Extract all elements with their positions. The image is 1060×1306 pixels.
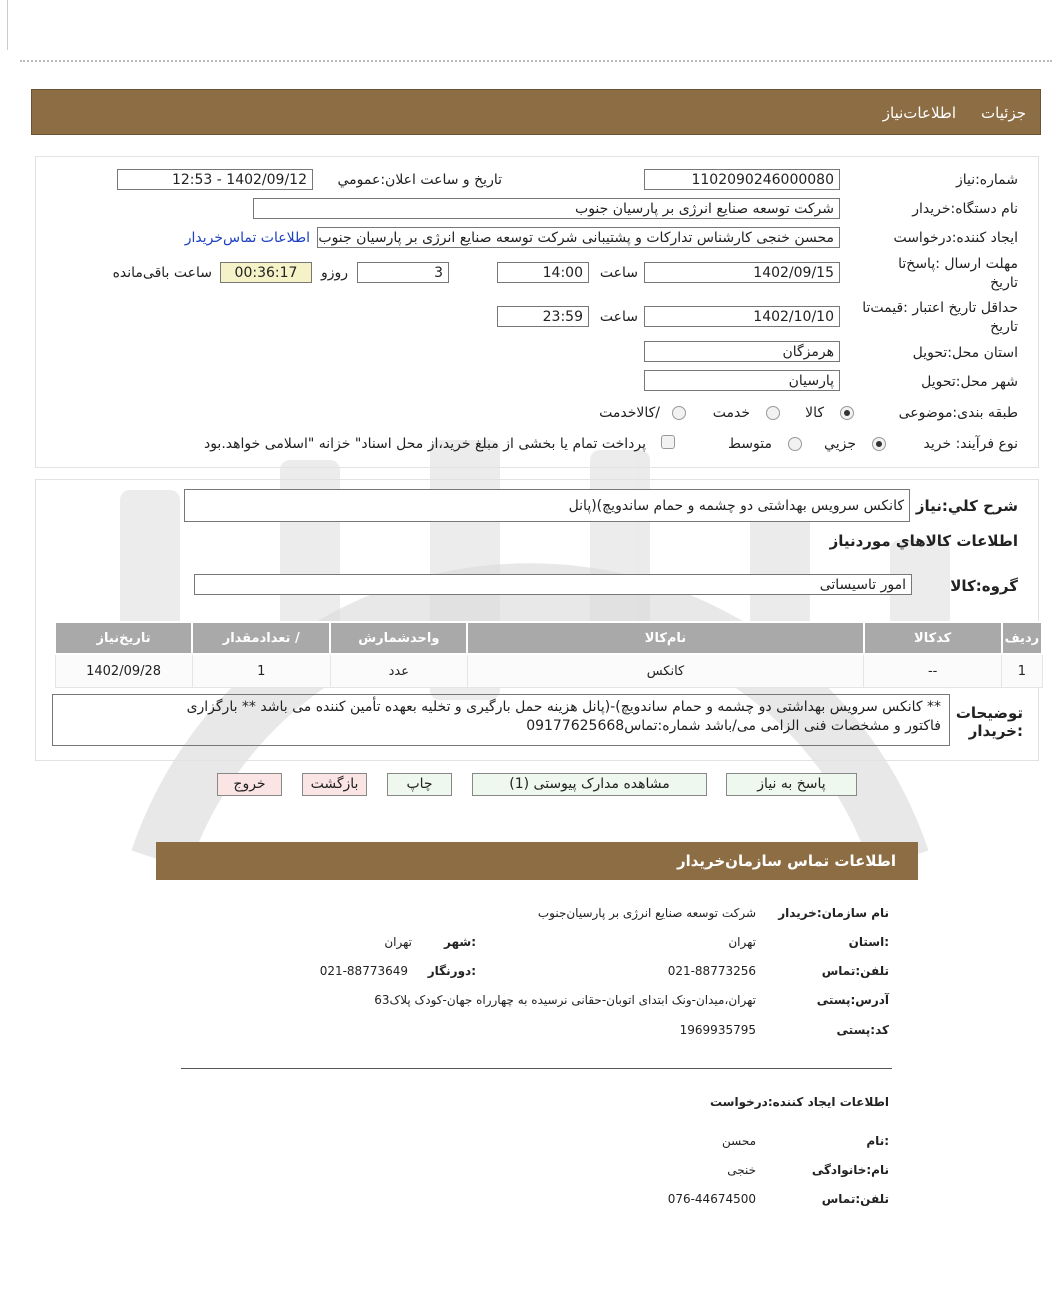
contact-address-label: آدرس:پستی xyxy=(816,993,889,1007)
col-code: کدکالا xyxy=(864,622,1002,654)
contact-header-bar xyxy=(156,842,918,880)
goods-group-field: امور تاسیساتی xyxy=(194,574,912,595)
contact-org-value: شرکت توسعه صنایع انرژی بر پارسیان‌جنوب xyxy=(537,906,756,920)
cell-code: -- xyxy=(864,654,1002,688)
cell-unit: عدد xyxy=(330,654,467,688)
goods-group-label: گروه:کالا xyxy=(950,577,1018,595)
validity-date-field: 1402/10/10 xyxy=(644,306,840,327)
days-label: روزو xyxy=(320,265,348,281)
summary-field: کانکس سرویس بهداشتی دو چشمه و حمام ساندویچ)(پانل xyxy=(184,489,910,522)
province-label: استان محل:تحویل xyxy=(912,345,1018,361)
col-name: نام‌کالا xyxy=(467,622,863,654)
buyer-notes-box xyxy=(52,694,950,746)
creator-family-label: نام:خانوادگی xyxy=(811,1163,889,1177)
col-date: تاریخ‌نیاز xyxy=(55,622,192,654)
process-partial-radio[interactable] xyxy=(872,437,886,451)
buyer-notes-label: توضیحات xyxy=(955,704,1023,722)
summary-label: شرح کلي:نیاز xyxy=(915,497,1018,515)
cell-name: کانکس xyxy=(467,654,863,688)
category-service-radio[interactable] xyxy=(766,406,780,420)
creator-field: محسن خنجی کارشناس تدارکات و پشتیبانی شرکت توسعه صنایع انرژی بر پارسیان جنوب xyxy=(317,227,840,248)
tab-need-info[interactable]: اطلاعات‌نیاز xyxy=(882,104,956,122)
reply-button[interactable]: پاسخ به نیاز xyxy=(726,773,857,796)
deadline-time-label: ساعت xyxy=(599,265,638,281)
cell-quantity: 1 xyxy=(192,654,330,688)
top-divider xyxy=(20,60,1052,62)
page-header-bar xyxy=(31,89,1041,135)
buyer-org-label: نام دستگاه:خریدار xyxy=(912,201,1018,217)
remaining-label: ساعت باقی‌مانده xyxy=(112,265,212,281)
validity-label: حداقل تاریخ اعتبار :قیمت‌تا xyxy=(862,300,1018,316)
contact-address-value: تهران،میدان-ونک ابتدای اتوبان-حقانی نرسیده به چهارراه جهان-کودک پلاک63 xyxy=(374,993,756,1007)
city-field: پارسیان xyxy=(644,370,840,391)
contact-province-value: تهران xyxy=(728,935,756,949)
table-row xyxy=(55,654,1042,688)
creator-phone-value: 076-44674500 xyxy=(667,1192,756,1206)
contact-phone-value: 021-88773256 xyxy=(667,964,756,978)
deadline-label: مهلت ارسال :پاسخ‌تا xyxy=(898,256,1018,272)
creator-family-value: خنجی xyxy=(727,1163,756,1177)
contact-title: اطلاعات تماس سازمان‌خریدار xyxy=(676,852,896,870)
buyer-notes-line-1: ** کانکس سرویس بهداشتی دو چشمه و حمام ساندویچ)-(پانل هزینه حمل بارگیری و تخلیه بعهده تأمین کننده می باشد ** بارگزاری xyxy=(186,699,941,715)
print-button[interactable]: چاپ xyxy=(387,773,452,796)
announce-datetime-field: 1402/09/12 - 12:53 xyxy=(117,169,313,190)
cell-date: 1402/09/28 xyxy=(55,654,192,688)
contact-divider xyxy=(181,1068,892,1069)
announce-label: تاریخ و ساعت اعلان:عمومي xyxy=(337,172,502,188)
city-label: شهر محل:تحویل xyxy=(921,374,1018,390)
contact-phone-label: تلفن:تماس xyxy=(821,964,889,978)
need-number-field: 1102090246000080 xyxy=(644,169,840,190)
category-both-label: /کالاخدمت xyxy=(599,405,660,421)
creator-name-label: :نام xyxy=(866,1134,889,1148)
contact-fax-value: 021-88773649 xyxy=(319,964,408,978)
creator-info-title: اطلاعات ایجاد کننده:درخواست xyxy=(709,1095,889,1109)
contact-city-label: :شهر xyxy=(444,935,476,949)
buyer-notes-label-2: :خریدار xyxy=(968,722,1023,740)
goods-table-header xyxy=(55,622,1042,654)
col-row: ردیف xyxy=(1002,622,1042,654)
creator-name-value: محسن xyxy=(721,1134,756,1148)
left-border-line xyxy=(7,0,8,50)
exit-button[interactable]: خروج xyxy=(217,773,282,796)
category-both-radio[interactable] xyxy=(672,406,686,420)
col-quantity: / تعدادمقدار xyxy=(192,622,330,654)
contact-province-label: :استان xyxy=(848,935,889,949)
province-field: هرمزگان xyxy=(644,341,840,362)
category-goods-label: کالا xyxy=(805,405,824,421)
contact-postal-label: کد:پستی xyxy=(836,1023,889,1037)
buyer-contact-link[interactable]: اطلاعات تماس‌خریدار xyxy=(184,230,310,246)
cell-row: 1 xyxy=(1002,654,1042,688)
creator-phone-label: تلفن:تماس xyxy=(821,1192,889,1206)
process-medium-radio[interactable] xyxy=(788,437,802,451)
col-unit: واحدشمارش xyxy=(330,622,467,654)
validity-label-2: تاریخ xyxy=(990,319,1018,335)
contact-city-value: تهران xyxy=(384,935,412,949)
deadline-time-field: 14:00 xyxy=(497,262,589,283)
need-number-label: شماره:نیاز xyxy=(955,172,1018,188)
view-attachments-button[interactable]: مشاهده مدارک پیوستی (1) xyxy=(472,773,707,796)
deadline-date-field: 1402/09/15 xyxy=(644,262,840,283)
goods-table xyxy=(54,621,1043,688)
remaining-time-field: 00:36:17 xyxy=(220,262,312,283)
treasury-payment-note: پرداخت تمام یا بخشی از مبلغ خرید،از محل اسناد" خزانه "اسلامی خواهد.بود xyxy=(203,436,646,452)
category-label: طبقه بندی:موضوعی xyxy=(898,405,1018,421)
process-partial-label: جزیي xyxy=(824,436,856,452)
validity-time-field: 23:59 xyxy=(497,306,589,327)
tab-details[interactable]: جزئيات xyxy=(981,104,1026,122)
treasury-payment-checkbox[interactable] xyxy=(661,435,675,449)
goods-info-title: اطلاعات کالاهاي موردنیاز xyxy=(829,532,1018,550)
category-goods-radio[interactable] xyxy=(840,406,854,420)
days-field: 3 xyxy=(357,262,449,283)
category-service-label: خدمت xyxy=(712,405,750,421)
contact-postal-value: 1969935795 xyxy=(679,1023,756,1037)
process-type-label: نوع فرآیند: خرید xyxy=(923,436,1018,452)
validity-time-label: ساعت xyxy=(599,309,638,325)
back-button[interactable]: بازگشت xyxy=(302,773,367,796)
deadline-label-2: تاریخ xyxy=(990,275,1018,291)
buyer-notes-line-2: فاکتور و مشخصات فنی الزامی می/باشد شماره:تماس09177625668 xyxy=(526,718,941,734)
buyer-org-field: شرکت توسعه صنایع انرژی بر پارسیان جنوب xyxy=(253,198,840,219)
creator-label: ایجاد کننده:درخواست xyxy=(893,230,1018,246)
contact-fax-label: :دورنگار xyxy=(427,964,476,978)
contact-org-label: نام سازمان:خریدار xyxy=(778,906,889,920)
process-medium-label: متوسط xyxy=(728,436,772,452)
